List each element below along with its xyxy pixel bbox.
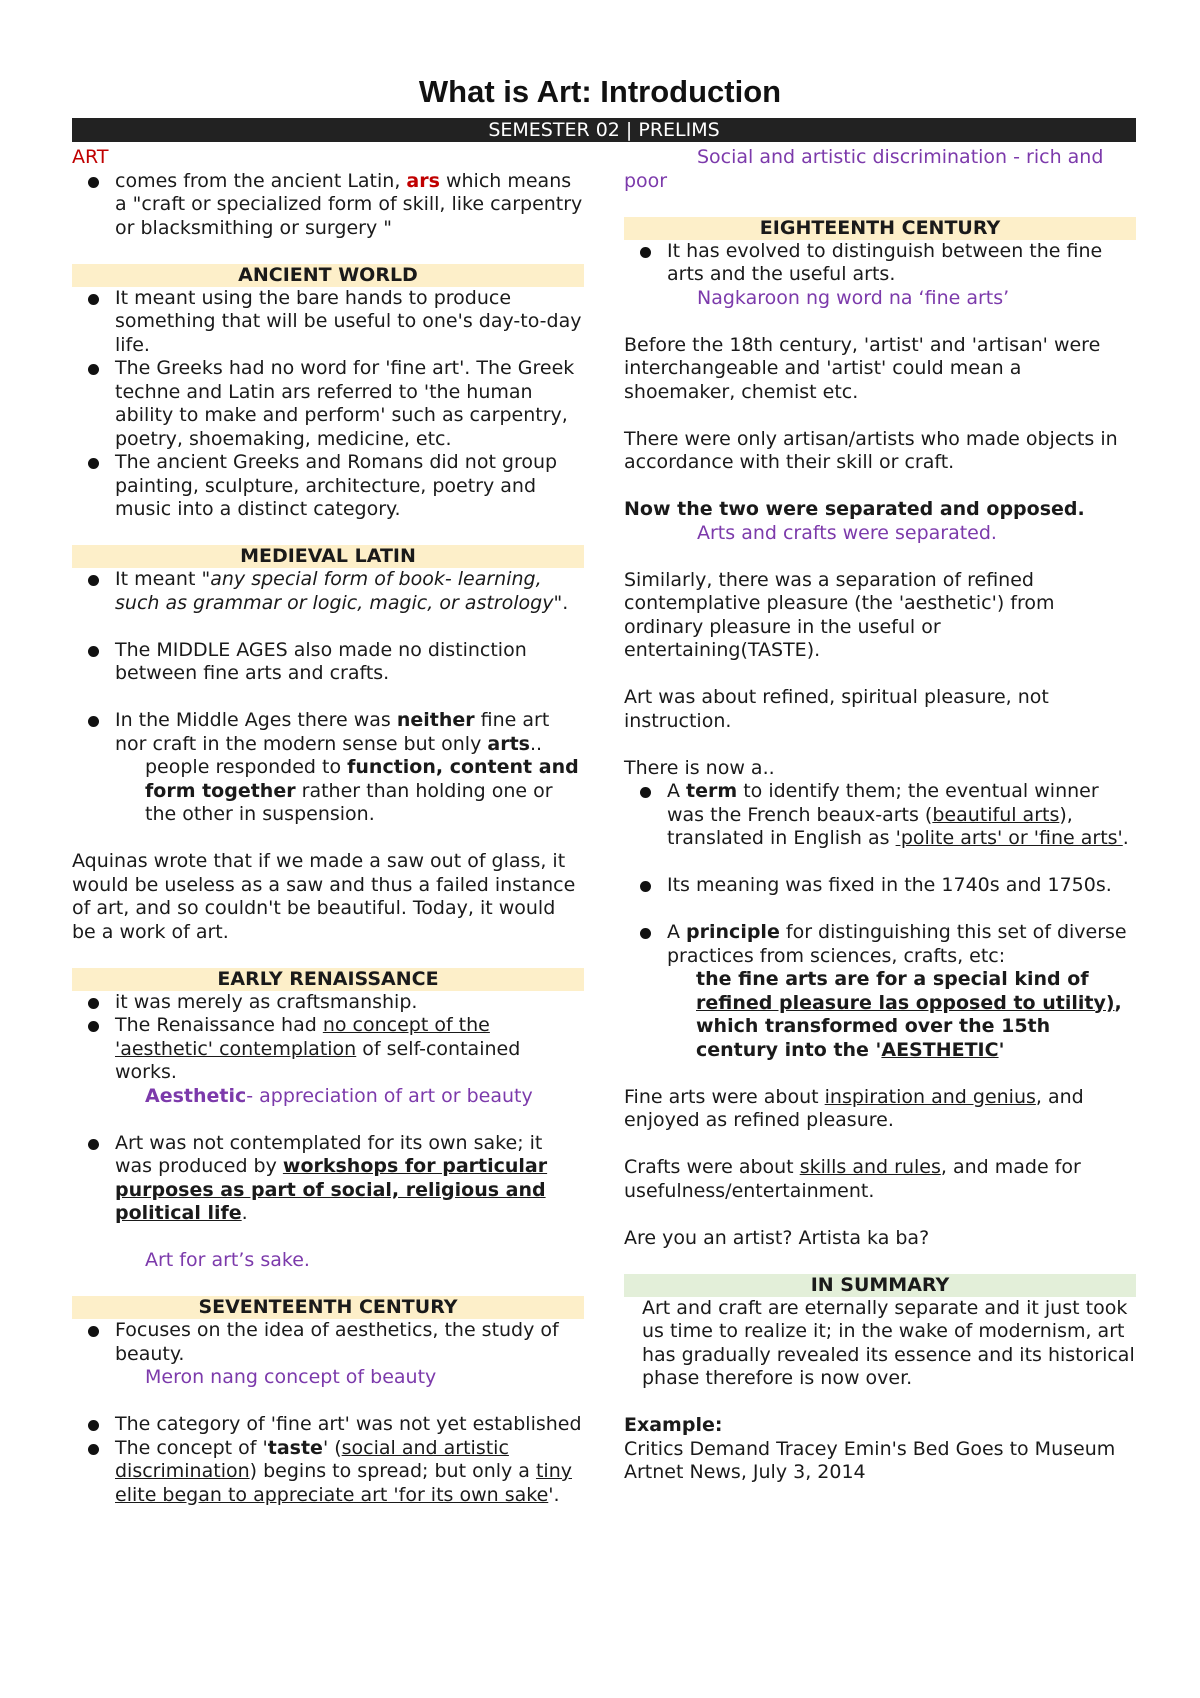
- list-item: [72, 170, 584, 241]
- text: It meant ": [115, 568, 211, 590]
- list-item: [72, 568, 584, 615]
- text: ), translated in English as: [667, 803, 1073, 849]
- text: arts: [487, 732, 530, 755]
- text: 'polite arts' or 'fine arts': [895, 827, 1123, 849]
- list-item: [72, 1132, 584, 1226]
- aesthetic-note: [72, 1085, 584, 1109]
- text: beautiful arts: [932, 803, 1060, 826]
- seventeenth-list-2: [72, 1413, 584, 1507]
- list-item: Focuses on the idea of aesthetics, the study of beauty.: [72, 1319, 584, 1366]
- text: neither: [396, 709, 475, 731]
- discrimination-note: [624, 146, 1136, 193]
- text: A: [667, 780, 687, 802]
- seventeenth-list: [72, 1319, 584, 1366]
- paragraph: There is now a..: [624, 756, 775, 779]
- list-item: [624, 780, 1136, 851]
- left-column: [72, 146, 584, 1507]
- text: tiny elite began to appreciate art 'for its own sake: [115, 1460, 572, 1506]
- early-list: [72, 991, 584, 1085]
- list-item: The category of 'fine art' was not yet established: [72, 1413, 584, 1437]
- paragraph-bold: Now the two were separated and opposed.: [624, 498, 1085, 520]
- text: Social and artistic discrimination - rich and poor: [624, 146, 1104, 192]
- text: AESTHETIC: [881, 1038, 999, 1061]
- list-item: [72, 709, 584, 756]
- text: skills and rules: [799, 1156, 941, 1178]
- art-for-arts-sake-note: Art for art’s sake.: [145, 1249, 310, 1271]
- text: inspiration and genius: [824, 1085, 1036, 1108]
- ancient-list: [72, 287, 584, 522]
- text: The concept of ': [115, 1436, 268, 1459]
- ars-word: ars: [406, 169, 440, 192]
- text: Aesthetic: [145, 1084, 247, 1107]
- term-list-2: [624, 874, 1136, 898]
- list-item: It meant using the bare hands to produce something that will be useful to one's day-to-day life.: [72, 287, 584, 358]
- text: taste: [267, 1436, 323, 1459]
- text: rather than holding one or the other in suspension.: [145, 779, 553, 825]
- fine-arts-note: Nagkaroon ng word na ‘fine arts’: [697, 286, 1010, 309]
- medieval-list-3: [72, 709, 584, 756]
- art-list: [72, 170, 584, 241]
- early-list-2: [72, 1132, 584, 1226]
- text: people responded to: [145, 756, 348, 778]
- list-item: Its meaning was fixed in the 1740s and 1750s.: [624, 874, 1136, 898]
- text: social and artistic discrimination: [115, 1436, 509, 1482]
- section-heading-seventeenth: SEVENTEENTH CENTURY: [72, 1296, 584, 1319]
- text: for distinguishing this set of diverse practices from sciences, crafts, etc:: [667, 921, 1127, 967]
- text: ) begins to spread; but only a: [249, 1460, 536, 1482]
- text: In the Middle Ages there was: [115, 709, 397, 731]
- paragraph: Similarly, there was a separation of refined contemplative pleasure (the 'aesthetic') from ordinary pleasure in the useful or entertaining(TASTE).: [624, 568, 1055, 661]
- medieval-subnote: [72, 756, 584, 827]
- section-heading-medieval: MEDIEVAL LATIN: [72, 545, 584, 568]
- text: , and enjoyed as refined pleasure.: [624, 1085, 1084, 1131]
- page-title: What is Art: Introduction: [418, 74, 782, 109]
- list-item: The Greeks had no word for 'fine art'. The Greek techne and Latin ars referred to 'the human ability to make and perform' such as carpentry, poetry, shoemaking, medicine, etc.: [72, 357, 584, 451]
- text: which means a "craft or specialized form of skill, like carpentry or blacksmithing or surgery ": [115, 169, 583, 239]
- text: function, content and form together: [145, 756, 579, 802]
- text: of self-contained works.: [115, 1037, 521, 1083]
- paragraph: There were only artisan/artists who made objects in accordance with their skill or craft.: [624, 427, 1118, 473]
- text: to identify them; the eventual winner was the French beaux-arts (: [667, 780, 1099, 826]
- text: Fine arts were about: [624, 1085, 825, 1108]
- text: - appreciation of art or beauty: [246, 1084, 533, 1107]
- medieval-list: [72, 568, 584, 615]
- list-item: it was merely as craftsmanship.: [72, 991, 584, 1015]
- paragraph: [624, 1156, 1136, 1203]
- term-list-3: [624, 921, 1136, 968]
- list-item: [72, 1014, 584, 1085]
- list-item: [72, 1437, 584, 1508]
- text: fine art nor craft in the modern sense but only: [115, 709, 550, 755]
- text: refined pleasure las opposed to utility): [696, 991, 1115, 1014]
- section-heading-summary: IN SUMMARY: [624, 1274, 1136, 1297]
- text: , which transformed over the 15th century into the ': [696, 991, 1122, 1061]
- text: ' (: [322, 1436, 342, 1459]
- text: no concept of the 'aesthetic' contemplation: [115, 1014, 490, 1060]
- text: .: [241, 1202, 248, 1224]
- aquinas-paragraph: Aquinas wrote that if we made a saw out of glass, it would be useless as a saw and thus a failed instance of art, and so couldn't be beautiful. Today, it would be a work of art.: [72, 850, 576, 943]
- text: term: [686, 780, 738, 802]
- text: .: [1122, 827, 1129, 849]
- eighteenth-list: [624, 240, 1136, 287]
- paragraph: Are you an artist? Artista ka ba?: [624, 1226, 930, 1249]
- example-label: Example:: [624, 1414, 723, 1436]
- text: ..: [529, 732, 543, 755]
- text: '.: [548, 1483, 560, 1506]
- text: Art was not contemplated for its own sake; it was produced by: [115, 1131, 543, 1177]
- medieval-list-2: [72, 639, 584, 686]
- summary-text: Art and craft are eternally separate and it just took us time to realize it; in the wake of modernism, art has gradually revealed its essence and its historical phase therefore is now over.: [642, 1296, 1135, 1389]
- text: workshops for particular purposes as part of social, religious and political life: [115, 1155, 548, 1224]
- paragraph: [624, 1086, 1136, 1133]
- art-label: ART: [72, 146, 109, 168]
- list-item: The MIDDLE AGES also made no distinction between fine arts and crafts.: [72, 639, 584, 686]
- text: A: [667, 921, 687, 943]
- list-item: The ancient Greeks and Romans did not group painting, sculpture, architecture, poetry and music into a distinct category.: [72, 451, 584, 522]
- section-heading-ancient: ANCIENT WORLD: [72, 264, 584, 287]
- paragraph: Art was about refined, spiritual pleasure, not instruction.: [624, 686, 1049, 732]
- text: principle: [686, 921, 780, 943]
- beauty-note: Meron nang concept of beauty: [145, 1366, 437, 1388]
- paragraph: Before the 18th century, 'artist' and 'artisan' were interchangeable and 'artist' could mean a shoemaker, chemist etc.: [624, 333, 1101, 403]
- term-list: [624, 780, 1136, 851]
- example-headline: Critics Demand Tracey Emin's Bed Goes to Museum: [624, 1437, 1116, 1460]
- text: comes from the ancient Latin,: [115, 169, 407, 192]
- section-heading-eighteenth: EIGHTEENTH CENTURY: [624, 217, 1136, 240]
- text: The Renaissance had: [115, 1014, 323, 1036]
- separated-note: Arts and crafts were separated.: [697, 521, 997, 544]
- section-heading-early-renaissance: EARLY RENAISSANCE: [72, 968, 584, 991]
- text: the fine arts are for a special kind of: [696, 968, 1089, 990]
- text: any special form of book- learning, such as grammar or logic, magic, or astrology: [115, 568, 554, 614]
- text: , and made for usefulness/entertainment.: [624, 1156, 1081, 1202]
- example-source: Artnet News, July 3, 2014: [624, 1461, 866, 1483]
- list-item: It has evolved to distinguish between the fine arts and the useful arts.: [624, 240, 1136, 287]
- list-item: [624, 921, 1136, 968]
- text: Crafts were about: [624, 1156, 800, 1178]
- right-column: [624, 146, 1136, 1485]
- semester-banner: SEMESTER 02 | PRELIMS: [72, 118, 1136, 142]
- text: ': [998, 1038, 1005, 1061]
- principle-subnote: [624, 968, 1136, 1062]
- text: ".: [553, 591, 569, 614]
